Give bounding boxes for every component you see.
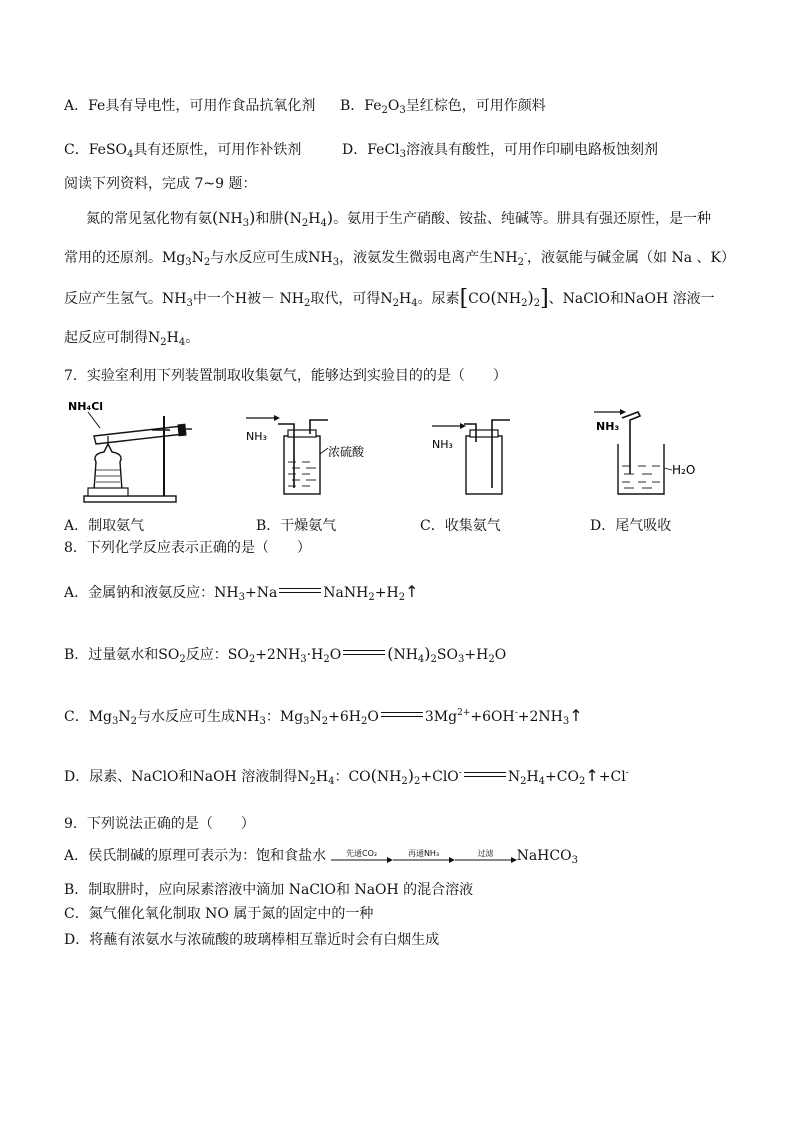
q8-option-c-label: C．Mg (64, 709, 113, 725)
q8-option-b-label-2: 反应： (185, 647, 228, 663)
label-nh3-b: NH₃ (246, 430, 267, 443)
q8-option-b: B．过量氨水和$SO_2$反应：$SO_2+2NH_3\cdot H_2O$ $(NH_4)_2SO_3+H_2O$ (64, 644, 507, 665)
q9-option-b: B．制取肼时，应向尿素溶液中滴加 NaClO和 NaOH 的混合溶液 (64, 882, 474, 898)
reading-paragraph-line-4: 起反应可制得$N_2H_4$。 (64, 330, 200, 348)
q6-option-c: C．FeSO$_4$具有还原性，可用作补铁剂 (64, 142, 302, 160)
reading-paragraph-line-3: 反应产生氢气。$NH_3$中一个H被－ $NH_2$取代，可得$N_2H_4$。尿素$[CO(NH_2)_2]$、NaClO和NaOH 溶液一 (64, 286, 715, 311)
q6-option-d: D．FeCl$_3$溶液具有酸性，可用作印刷电路板蚀刻剂 (342, 142, 659, 160)
q9-option-a-text: A．侯氏制碱的原理可表示为：饱和食盐水 (64, 848, 327, 864)
apparatus-c-gas-bottle-icon (430, 412, 520, 502)
reading-line-1b: 和肼 (255, 211, 284, 227)
q6-option-c-text: 具有还原性，可用作补铁剂 (133, 142, 302, 158)
reading-line-3a: 反应产生氢气。NH (64, 291, 187, 307)
reading-line-2c: ，液氨发生微弱电离产生NH (339, 250, 518, 266)
reading-line-3d: 。尿素 (417, 291, 460, 307)
arrow-2-label: 再通NH₃ (407, 849, 440, 858)
reading-line-3c: 取代，可得N (310, 291, 393, 307)
q9-option-d: D．将蘸有浓氨水与浓硫酸的玻璃棒相互靠近时会有白烟生成 (64, 932, 440, 948)
reading-line-3b: 中一个H被－ NH (192, 291, 304, 307)
reading-line-4a: 起反应可制得N (64, 330, 161, 346)
q7-option-b: B．干燥氨气 (256, 518, 337, 534)
q8-option-c-label-2: 与水反应可生成NH (137, 709, 260, 725)
q8-stem: 8．下列化学反应表示正确的是（ ） (64, 540, 311, 556)
q9-stem: 9．下列说法正确的是（ ） (64, 816, 255, 832)
reading-line-1a: 氮的常见氢化物有氨 (86, 211, 212, 227)
q9-option-c: C．氮气催化氧化制取 NO 属于氮的固定中的一种 (64, 906, 374, 922)
q9-option-a-product: NaHCO (516, 848, 572, 864)
arrow-filter (455, 849, 517, 863)
q8-option-c-label-3: ： (265, 709, 280, 725)
reading-line-2a: 常用的还原剂。Mg (64, 250, 186, 266)
q7-stem: 7．实验室利用下列装置制取收集氨气，能够达到实验目的的是（ ） (64, 368, 507, 384)
reading-paragraph-line-1: 氮的常见氢化物有氨$(NH_3)$和肼$(N_2H_4)$。氨用于生产硝酸、铵盐、纯碱等。肼具有强还原性，是一种 (86, 208, 712, 229)
q6-option-a (64, 96, 315, 116)
q6-option-b-prefix: B．Fe (340, 98, 382, 114)
label-nh3-c: NH₃ (432, 438, 453, 451)
q7-option-d: D．尾气吸收 (590, 518, 672, 534)
q6-option-d-prefix: D．FeCl (342, 142, 400, 158)
reading-line-2d: ，液氨能与碱金属（如 Na 、K） (527, 250, 735, 266)
reading-paragraph-line-2: 常用的还原剂。$Mg_3N_2$与水反应可生成$NH_3$，液氨发生微弱电离产生$NH_2^-$，液氨能与碱金属（如 Na 、K） (64, 249, 735, 268)
q8-option-c: C．$Mg_3N_2$与水反应可生成$NH_3$：$Mg_3N_2+6H_2O$ $3Mg^{2+}+6OH^-+2NH_3↑$ (64, 706, 583, 727)
q6-option-b: B．$Fe_2O_3$呈红棕色，可用作颜料 (340, 98, 546, 116)
arrow-3-label: 过滤 (477, 849, 494, 858)
q6-option-c-prefix: C．FeSO (64, 142, 128, 158)
q9-option-a: A．侯氏制碱的原理可表示为：饱和食盐水 先通CO₂ 再通NH₃ 过滤 NaHCO$_3$ (64, 846, 578, 866)
q8-option-b-label: B．过量氨水和SO (64, 647, 180, 663)
q7-option-a: A．制取氨气 (64, 518, 145, 534)
arrow-1-label: 先通CO₂ (346, 849, 378, 858)
label-conc-sulfuric-acid: 浓硫酸 (328, 445, 365, 459)
q8-option-a-label: A．金属钠和液氨反应： (64, 585, 215, 601)
arrow-then-nh3 (393, 849, 455, 863)
q6-option-b-text: 呈红棕色，可用作颜料 (405, 98, 546, 114)
q6-option-a-text: A．Fe具有导电性，可用作食品抗氧化剂 (64, 98, 316, 114)
reading-line-3e: 、NaClO和NaOH 溶液一 (548, 291, 715, 307)
label-nh3-d: NH₃ (596, 420, 620, 433)
q7-option-c: C．收集氨气 (420, 518, 501, 534)
reading-line-1c: 。氨用于生产硝酸、铵盐、纯碱等。肼具有强还原性，是一种 (333, 211, 712, 227)
reading-line-2b: 与水反应可生成NH (210, 250, 333, 266)
q8-option-d-label: D．尿素、NaClO和NaOH 溶液制得N (64, 769, 310, 785)
reading-line-4b: 。 (185, 330, 200, 346)
q8-option-a: A．金属钠和液氨反应：$NH_3+Na$ $NaNH_2+H_2↑$ (64, 582, 419, 603)
reading-intro: 阅读下列资料，完成 7~9 题： (64, 176, 257, 192)
q8-option-d: D．尿素、NaClO和NaOH 溶液制得$N_2H_4$：$CO(NH_2)_2+ClO^-$ $N_2H_4+CO_2↑+Cl^-$ (64, 766, 629, 787)
label-h2o: H₂O (672, 463, 696, 477)
arrow-first-co2 (331, 849, 393, 863)
q6-option-d-text: 溶液具有酸性，可用作印刷电路板蚀刻剂 (406, 142, 659, 158)
q8-option-d-label-2: ： (334, 769, 349, 785)
label-nh4cl: NH₄Cl (68, 400, 104, 413)
apparatus-a-heating-icon (66, 396, 196, 506)
apparatus-b-wash-bottle-icon (244, 412, 384, 502)
apparatus-d-beaker-icon (594, 408, 714, 504)
